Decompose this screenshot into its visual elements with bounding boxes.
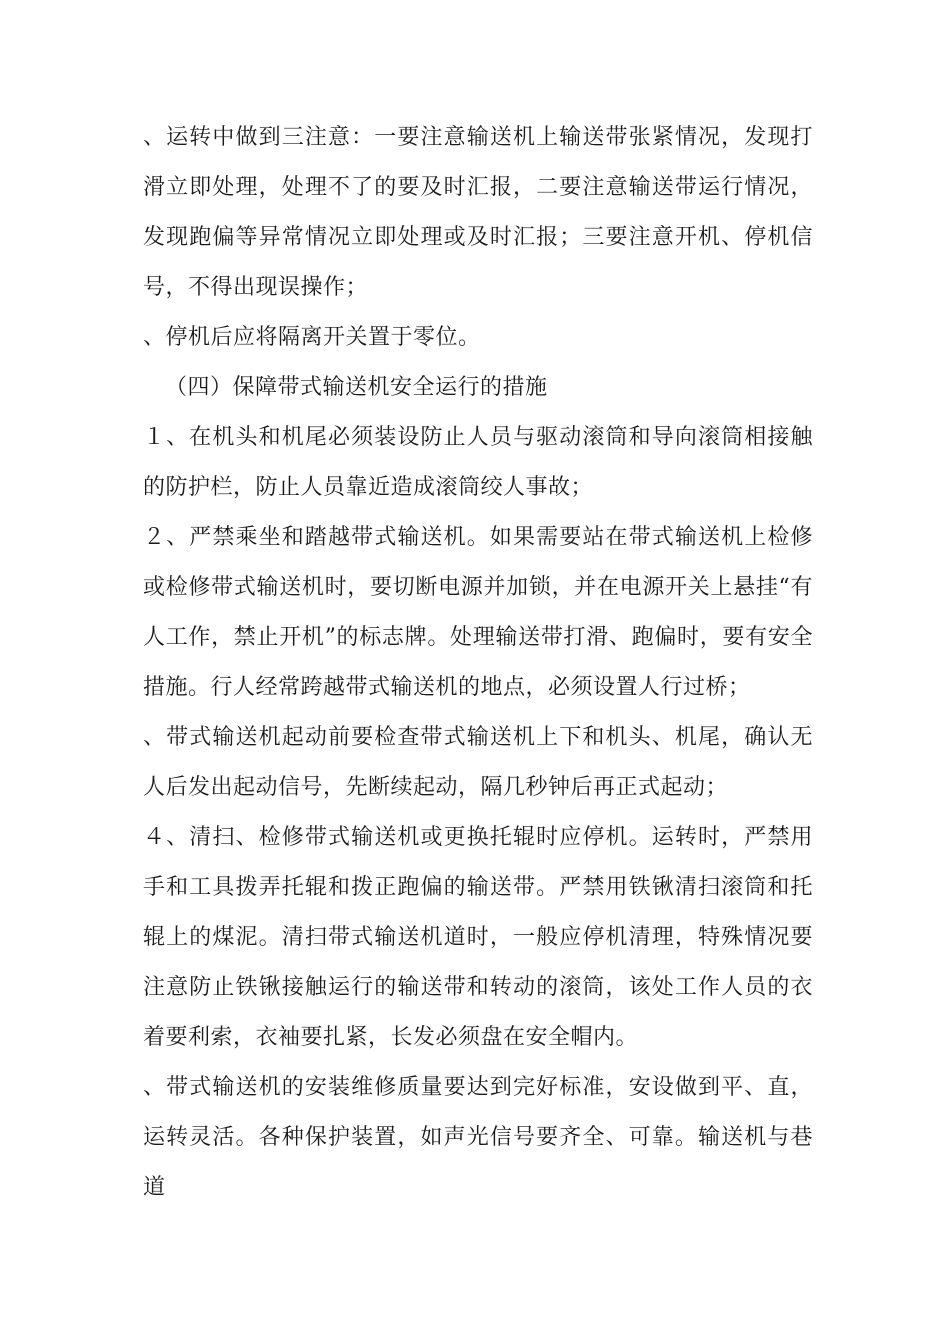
paragraph-measure-1-guardrail: １、在机头和机尾必须装设防止人员与驱动滚筒和导向滚筒相接触的防护栏，防止人员靠近造成滚筒绞人事故； xyxy=(143,425,813,500)
paragraph-measure-5-installation-quality: 、带式输送机的安装维修质量要达到完好标准，安设做到平、直，运转灵活。各种保护装置，如声光信号要齐全、可靠。输送机与巷道 xyxy=(143,1075,813,1200)
paragraph-measure-4-cleaning: ４、清扫、检修带式输送机或更换托辊时应停机。运转时，严禁用手和工具拨弄托辊和拨正跑偏的输送带。严禁用铁锹清扫滚筒和托辊上的煤泥。清扫带式输送机道时，一般应停机清理，特殊情况要注意防止铁锹接触运行的输送带和转动的滚筒，该处工作人员的衣着要利索，衣袖要扎紧，长发必须盘在安全帽内。 xyxy=(143,825,813,1050)
paragraph-measure-3-startup-check: 、带式输送机起动前要检查带式输送机上下和机头、机尾，确认无人后发出起动信号，先断续起动，隔几秒钟后再正式起动； xyxy=(143,725,813,800)
section-heading-safety-measures: （四）保障带式输送机安全运行的措施 xyxy=(165,375,548,400)
paragraph-isolation-switch-zero: 、停机后应将隔离开关置于零位。 xyxy=(143,325,481,350)
paragraph-measure-2-no-riding: ２、严禁乘坐和踏越带式输送机。如果需要站在带式输送机上检修或检修带式输送机时，要切断电源并加锁，并在电源开关上悬挂“有人工作，禁止开机”的标志牌。处理输送带打滑、跑偏时，要有安全措施。行人经常跨越带式输送机的地点，必须设置人行过桥； xyxy=(143,525,813,700)
document-body xyxy=(143,113,813,1213)
paragraph-operation-three-cautions: 、运转中做到三注意：一要注意输送机上输送带张紧情况，发现打滑立即处理，处理不了的要及时汇报，二要注意输送带运行情况，发现跑偏等异常情况立即处理或及时汇报；三要注意开机、停机信号，不得出现误操作； xyxy=(143,125,813,300)
